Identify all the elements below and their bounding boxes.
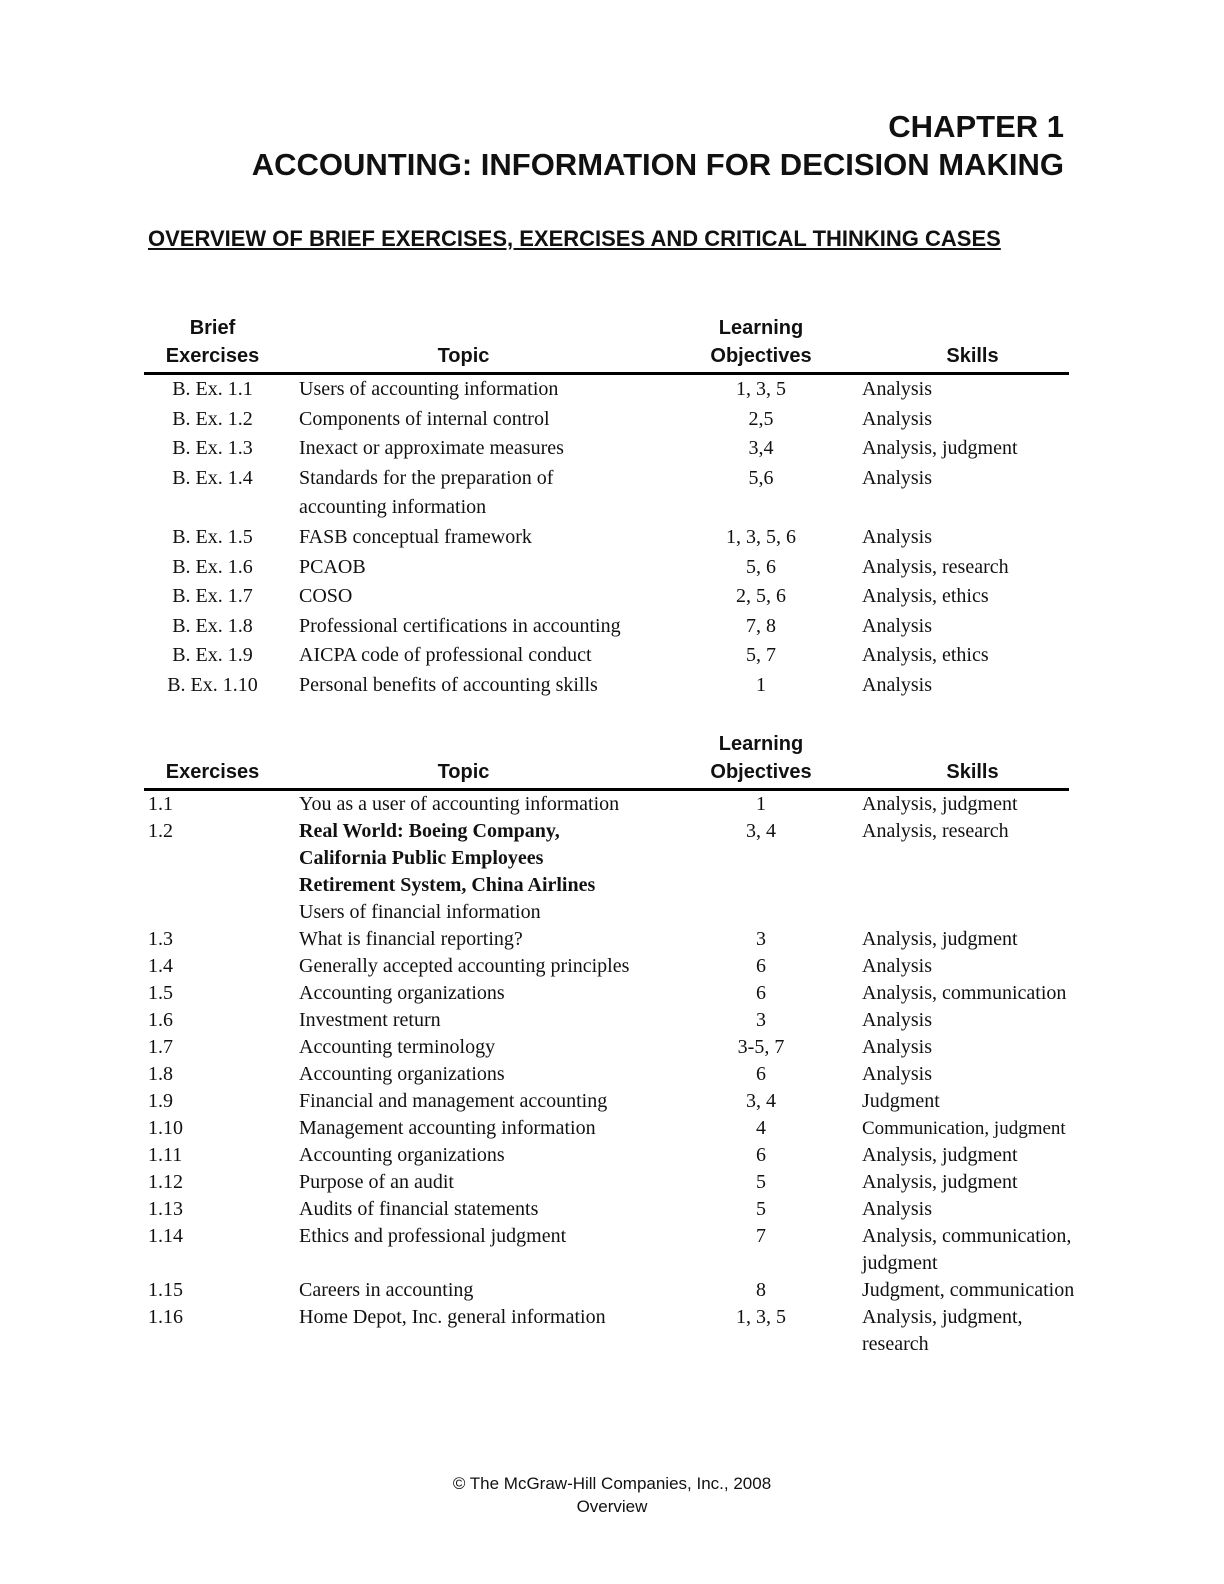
exercise-code: B. Ex. 1.1: [172, 378, 253, 400]
exercise-code: B. Ex. 1.4: [172, 466, 253, 489]
skills-line: Analysis, judgment,: [862, 1306, 1023, 1328]
copyright-text: © The McGraw-Hill Companies, Inc., 2008: [452, 1474, 772, 1493]
exercise-code: 1.10: [148, 1117, 183, 1139]
topic-cell: Investment return: [299, 1009, 441, 1031]
topic-cell: Standards for the preparation of accounting information: [299, 466, 554, 519]
chapter-heading: [251, 108, 1064, 182]
learning-objectives-cell: 6: [756, 1063, 766, 1085]
table-row: [144, 980, 1069, 1007]
topic-cell: Professional certifications in accounting: [299, 614, 621, 637]
topic-cell: Generally accepted accounting principles: [299, 955, 630, 977]
learning-objectives-cell: 1, 3, 5, 6: [726, 525, 796, 548]
exercise-code: 1.5: [148, 982, 173, 1004]
skills-cell: Analysis: [862, 614, 932, 637]
table-row: [144, 1169, 1069, 1196]
table-row: [144, 1088, 1069, 1115]
table-row: [144, 671, 1069, 701]
skills-cell: Analysis, ethics: [862, 644, 989, 667]
table-row: [144, 1007, 1069, 1034]
exercise-code: 1.2: [148, 820, 173, 842]
learning-objectives-cell: 6: [756, 955, 766, 977]
exercise-code: B. Ex. 1.3: [172, 437, 253, 460]
table-row: [144, 641, 1069, 671]
skills-cell: Communication, judgment: [862, 1118, 1066, 1139]
skills-cell: Analysis: [862, 407, 932, 430]
table-row: [144, 1034, 1069, 1061]
table-row: [144, 818, 1069, 926]
skills-cell: [846, 1223, 1072, 1277]
exercise-code: 1.9: [148, 1090, 173, 1112]
exercise-code: 1.4: [148, 955, 173, 977]
skills-cell: Analysis: [862, 1009, 932, 1031]
table-row: [144, 1196, 1069, 1223]
topic-cell: Components of internal control: [299, 407, 550, 430]
topic-cell: AICPA code of professional conduct: [299, 644, 592, 667]
table-row: [144, 953, 1069, 980]
exercise-code: 1.15: [148, 1279, 183, 1301]
chapter-number: CHAPTER 1: [888, 109, 1064, 144]
table-row: [144, 523, 1069, 553]
topic-cell: Management accounting information: [299, 1117, 596, 1139]
topic-text: Users of financial information: [299, 901, 541, 923]
topic-cell: Purpose of an audit: [299, 1171, 454, 1193]
real-world-company-label: Real World: Boeing Company,: [299, 820, 560, 842]
learning-objectives-cell: 4: [756, 1117, 766, 1139]
exercise-code: 1.14: [148, 1225, 183, 1247]
exercise-code: 1.1: [148, 793, 173, 815]
column-header-skills: Skills: [846, 314, 1069, 374]
skills-line: Analysis, communication,: [862, 1225, 1072, 1247]
brief-exercises-table: [144, 314, 1069, 701]
skills-line: research: [862, 1333, 929, 1355]
header-line: Objectives: [710, 761, 812, 783]
skills-cell: Analysis, ethics: [862, 585, 989, 608]
exercise-code: 1.13: [148, 1198, 183, 1220]
skills-cell: Analysis, judgment: [862, 928, 1018, 950]
learning-objectives-cell: 3-5, 7: [737, 1036, 785, 1058]
header-line: Brief: [189, 317, 236, 339]
table-row: [144, 1304, 1069, 1358]
table-row: [144, 464, 1069, 523]
real-world-company-label: Retirement System, China Airlines: [299, 874, 596, 896]
learning-objectives-cell: 3: [756, 1009, 766, 1031]
exercise-code: B. Ex. 1.8: [172, 614, 253, 637]
exercise-code: B. Ex. 1.9: [172, 644, 253, 667]
header-line: Learning: [718, 733, 804, 755]
skills-cell: Analysis, judgment: [862, 1144, 1018, 1166]
exercise-code: 1.7: [148, 1036, 173, 1058]
topic-cell: Ethics and professional judgment: [299, 1225, 567, 1247]
exercise-code: 1.8: [148, 1063, 173, 1085]
learning-objectives-cell: 2,5: [748, 407, 774, 430]
real-world-company-label: California Public Employees: [299, 847, 544, 869]
skills-cell: [846, 1304, 1069, 1358]
table-row: [144, 405, 1069, 435]
topic-cell: You as a user of accounting information: [299, 793, 620, 815]
exercise-code: B. Ex. 1.7: [172, 585, 253, 608]
table-row: [144, 1142, 1069, 1169]
topic-cell: Inexact or approximate measures: [299, 437, 564, 460]
skills-cell: Analysis: [862, 466, 932, 489]
skills-cell: Analysis: [862, 1198, 932, 1220]
topic-cell: Accounting organizations: [299, 1063, 505, 1085]
chapter-title: ACCOUNTING: INFORMATION FOR DECISION MAKING: [251, 147, 1064, 182]
learning-objectives-cell: 1: [756, 793, 766, 815]
topic-cell: Accounting organizations: [299, 1144, 505, 1166]
learning-objectives-cell: 3,4: [748, 437, 774, 460]
topic-cell: Audits of financial statements: [299, 1198, 539, 1220]
column-header-topic: Topic: [281, 730, 676, 790]
topic-cell: Personal benefits of accounting skills: [299, 673, 598, 696]
table-header-row: [144, 730, 1069, 790]
learning-objectives-cell: 5: [756, 1171, 766, 1193]
skills-cell: Analysis: [862, 1036, 932, 1058]
header-line: Learning: [718, 317, 804, 339]
skills-cell: Analysis: [862, 1063, 932, 1085]
table-row: [144, 1061, 1069, 1088]
topic-cell: Financial and management accounting: [299, 1090, 608, 1112]
skills-cell: Analysis: [862, 673, 932, 696]
table-row: [144, 1277, 1069, 1304]
table-row: [144, 1223, 1069, 1277]
skills-cell: Analysis: [862, 378, 932, 400]
exercise-code: 1.3: [148, 928, 173, 950]
learning-objectives-cell: 5: [756, 1198, 766, 1220]
column-header-topic: Topic: [281, 314, 676, 374]
learning-objectives-cell: 3, 4: [746, 820, 776, 842]
exercise-code: B. Ex. 1.2: [172, 407, 253, 430]
skills-cell: Analysis, research: [862, 820, 1009, 842]
learning-objectives-cell: 3: [756, 928, 766, 950]
section-label: Overview: [576, 1497, 648, 1516]
exercise-code: B. Ex. 1.6: [172, 555, 253, 578]
topic-cell: What is financial reporting?: [299, 928, 523, 950]
skills-cell: Analysis: [862, 955, 932, 977]
learning-objectives-cell: 2, 5, 6: [736, 585, 786, 608]
topic-cell: Users of accounting information: [299, 378, 559, 400]
exercise-code: 1.6: [148, 1009, 173, 1031]
column-header-brief-exercises: [144, 314, 281, 374]
table-row: [144, 1115, 1069, 1142]
page-footer: [0, 1472, 1224, 1518]
learning-objectives-cell: 1, 3, 5: [736, 378, 786, 400]
table-row: [144, 926, 1069, 953]
topic-cell: FASB conceptual framework: [299, 525, 532, 548]
topic-cell: Careers in accounting: [299, 1279, 474, 1301]
exercise-code: 1.12: [148, 1171, 183, 1193]
learning-objectives-cell: 1, 3, 5: [736, 1306, 786, 1328]
exercise-code: B. Ex. 1.5: [172, 525, 253, 548]
table-row: [144, 582, 1069, 612]
skills-cell: Analysis, judgment: [862, 437, 1018, 460]
column-header-learning-objectives: [676, 314, 846, 374]
column-header-skills: Skills: [846, 730, 1069, 790]
learning-objectives-cell: 7: [756, 1225, 766, 1247]
skills-cell: Analysis, communication: [862, 982, 1067, 1004]
table-header-row: [144, 314, 1069, 374]
table-row: [144, 612, 1069, 642]
exercise-code: 1.16: [148, 1306, 183, 1328]
skills-cell: Judgment, communication: [862, 1279, 1075, 1301]
exercise-code: 1.11: [148, 1144, 183, 1166]
learning-objectives-cell: 5, 7: [746, 644, 776, 667]
header-line: Exercises: [165, 345, 260, 367]
header-line: Objectives: [710, 345, 812, 367]
topic-cell: [281, 818, 676, 926]
column-header-exercises: Exercises: [144, 730, 281, 790]
skills-cell: Analysis, judgment: [862, 1171, 1018, 1193]
skills-cell: Analysis, judgment: [862, 793, 1018, 815]
table-row: [144, 374, 1069, 405]
topic-cell: Accounting terminology: [299, 1036, 496, 1058]
learning-objectives-cell: 5, 6: [746, 555, 776, 578]
learning-objectives-cell: 8: [756, 1279, 766, 1301]
learning-objectives-cell: 5,6: [748, 466, 774, 489]
topic-cell: Accounting organizations: [299, 982, 505, 1004]
table-row: [144, 790, 1069, 819]
table-row: [144, 553, 1069, 583]
overview-heading: OVERVIEW OF BRIEF EXERCISES, EXERCISES AND CRITICAL THINKING CASES: [148, 226, 1001, 251]
learning-objectives-cell: 6: [756, 1144, 766, 1166]
exercises-table: [144, 730, 1075, 1358]
skills-line: judgment: [862, 1252, 938, 1274]
learning-objectives-cell: 6: [756, 982, 766, 1004]
learning-objectives-cell: 1: [756, 673, 766, 696]
column-header-learning-objectives: [676, 730, 846, 790]
topic-cell: COSO: [299, 585, 353, 608]
skills-cell: Analysis, research: [862, 555, 1009, 578]
exercise-code: B. Ex. 1.10: [167, 673, 258, 696]
learning-objectives-cell: 7, 8: [746, 614, 776, 637]
skills-cell: Judgment: [862, 1090, 940, 1112]
skills-cell: Analysis: [862, 525, 932, 548]
table-row: [144, 434, 1069, 464]
learning-objectives-cell: 3, 4: [746, 1090, 776, 1112]
topic-cell: Home Depot, Inc. general information: [299, 1306, 606, 1328]
topic-cell: PCAOB: [299, 555, 366, 578]
